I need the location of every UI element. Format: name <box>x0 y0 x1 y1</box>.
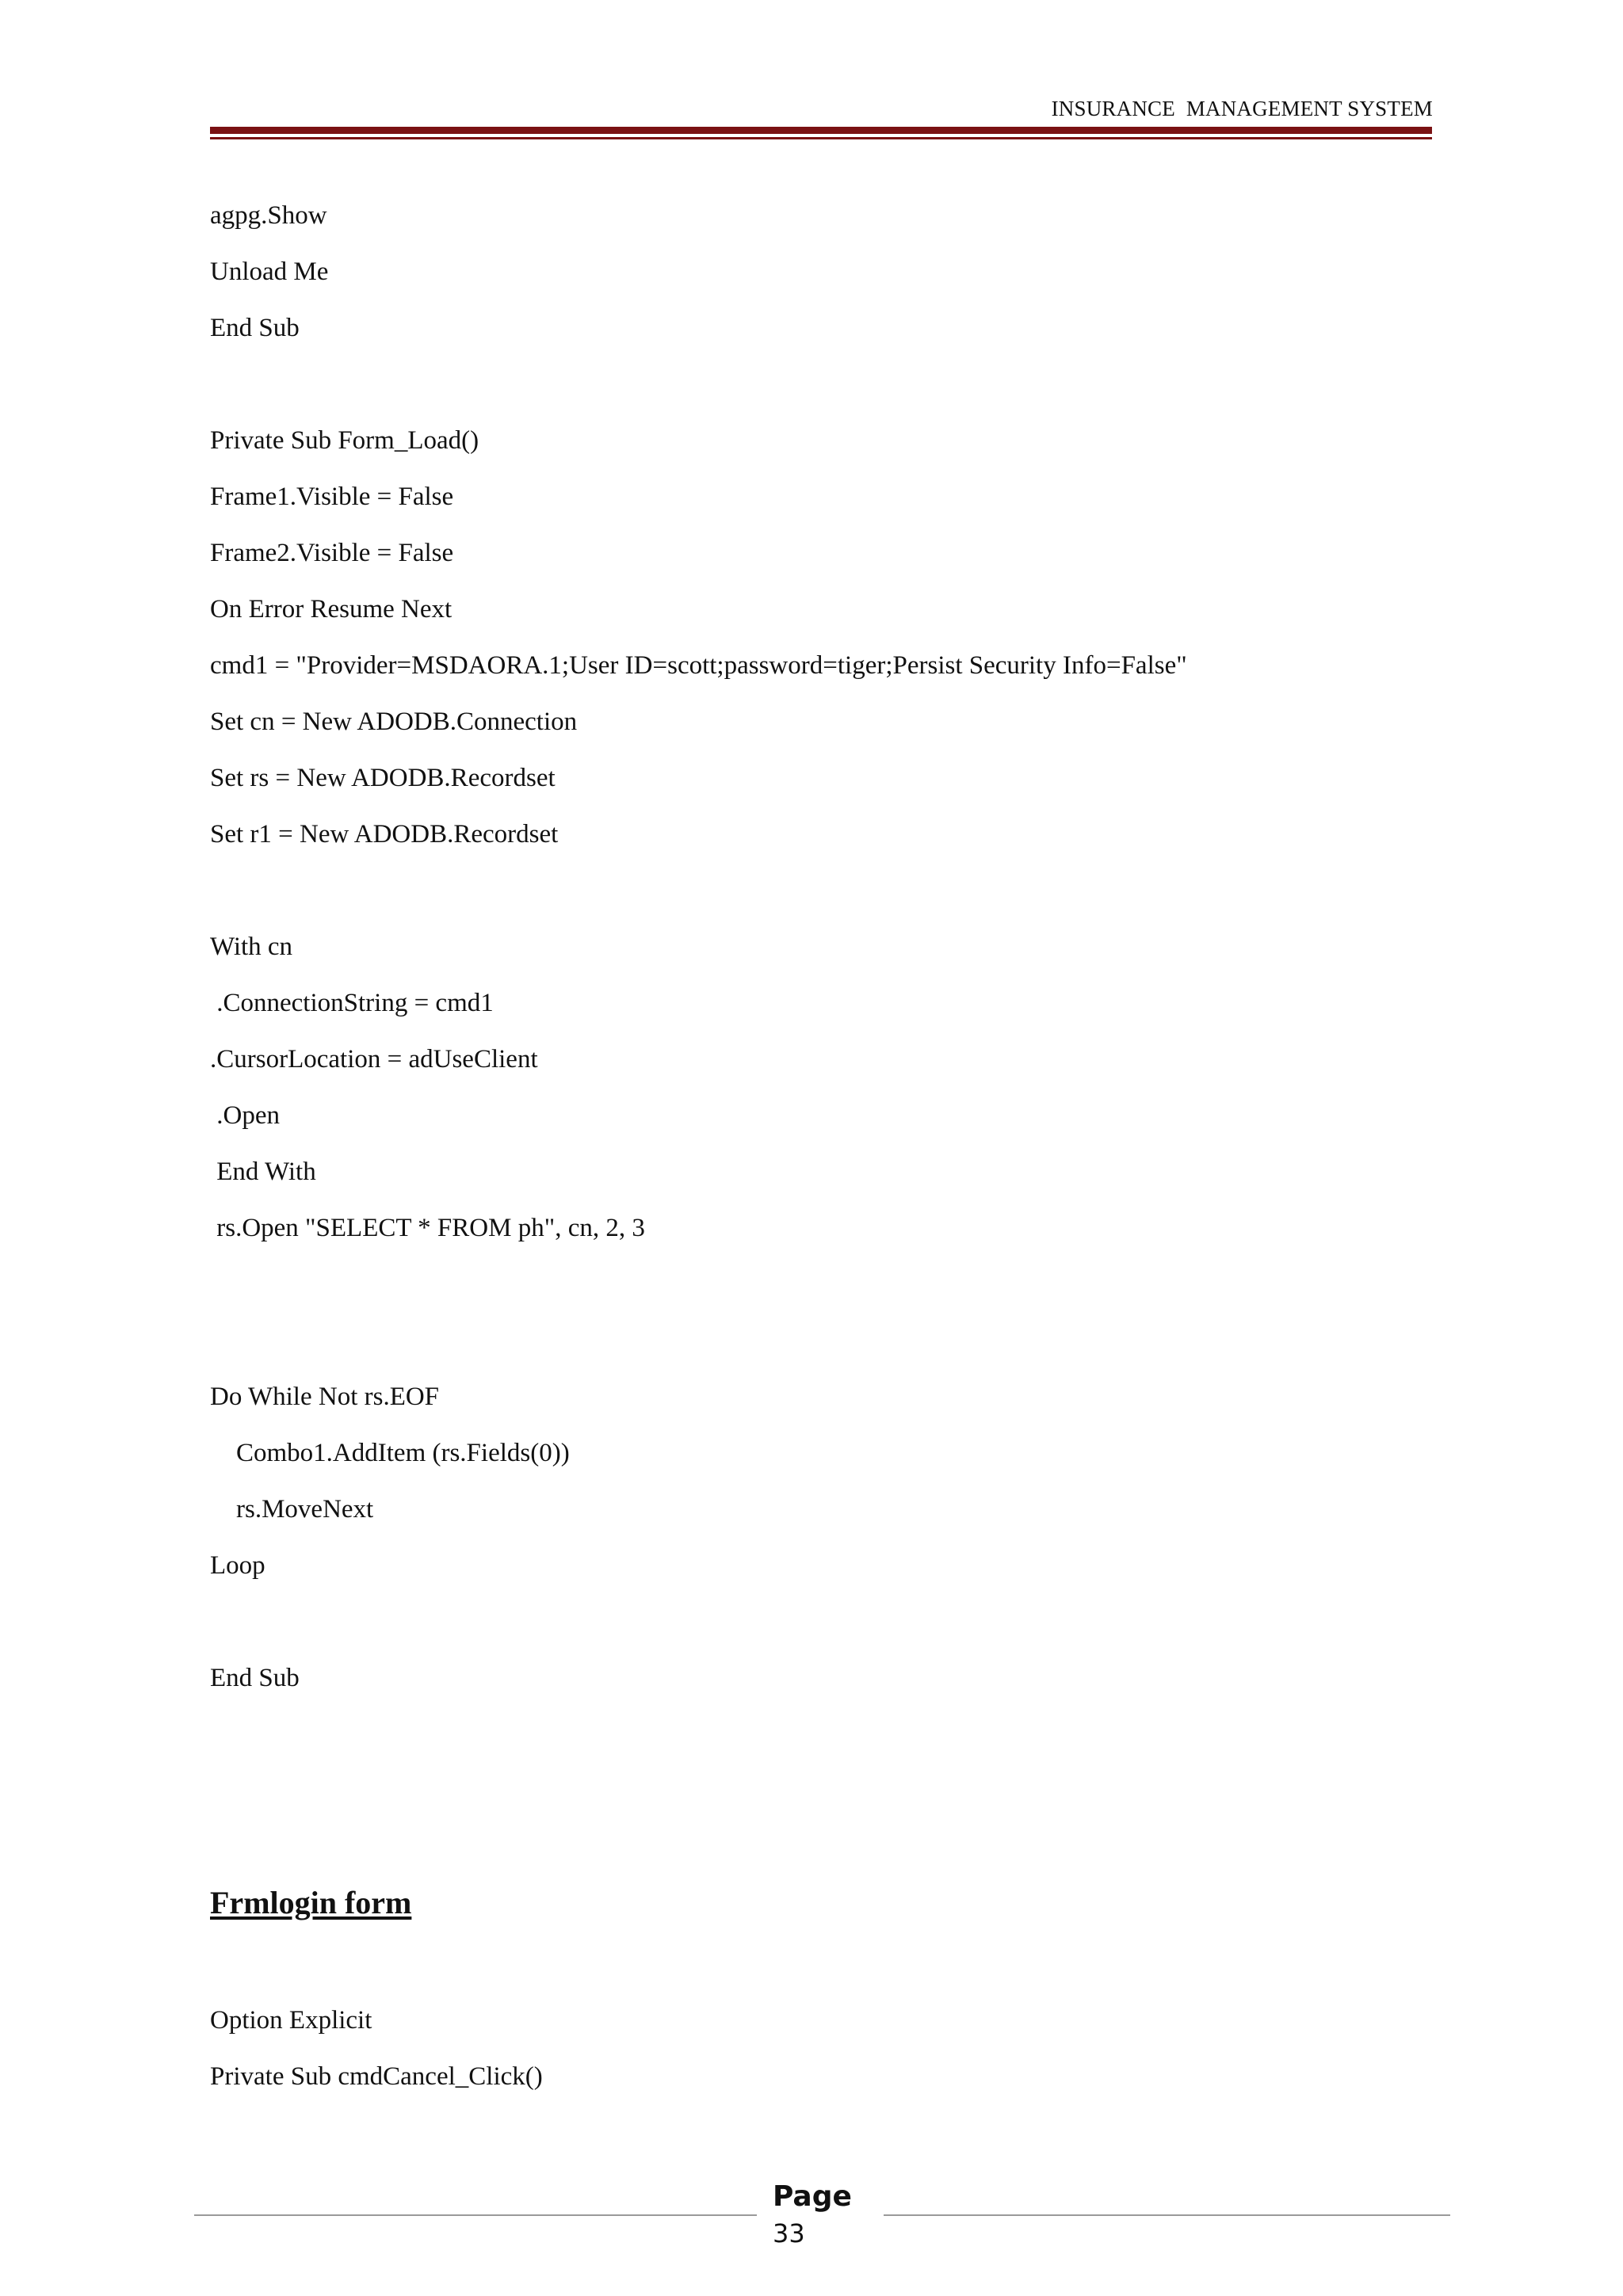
code-line: Set r1 = New ADODB.Recordset <box>210 820 559 849</box>
footer-page-number: 33 <box>773 2218 805 2248</box>
code-line: End With <box>210 1158 316 1186</box>
header-rule-thin <box>210 137 1432 139</box>
code-line: Frame1.Visible = False <box>210 482 454 511</box>
code-line: End Sub <box>210 314 300 342</box>
code-line: Private Sub cmdCancel_Click() <box>210 2062 543 2091</box>
code-line: Set rs = New ADODB.Recordset <box>210 764 556 792</box>
code-line: Do While Not rs.EOF <box>210 1383 440 1411</box>
running-header-title: INSURANCE MANAGEMENT SYSTEM <box>1051 97 1433 120</box>
code-line: Unload Me <box>210 257 329 286</box>
section-heading: Frmlogin form <box>210 1885 412 1920</box>
code-line: agpg.Show <box>210 201 327 230</box>
code-line: .CursorLocation = adUseClient <box>210 1045 538 1074</box>
code-line: Private Sub Form_Load() <box>210 426 479 455</box>
header-rule-thick <box>210 127 1432 134</box>
footer-page-label: Page <box>773 2180 852 2213</box>
code-line: On Error Resume Next <box>210 595 453 624</box>
code-line: .ConnectionString = cmd1 <box>210 989 494 1017</box>
code-line: With cn <box>210 933 293 961</box>
code-line: cmd1 = "Provider=MSDAORA.1;User ID=scott;password=tiger;Persist Security Info=False" <box>210 651 1187 680</box>
footer-rule-right <box>884 2214 1450 2216</box>
code-line: Frame2.Visible = False <box>210 539 454 567</box>
code-line: Combo1.AddItem (rs.Fields(0)) <box>210 1439 570 1467</box>
code-line: End Sub <box>210 1664 300 1692</box>
code-line: Option Explicit <box>210 2006 372 2035</box>
code-line: Loop <box>210 1551 265 1580</box>
footer-rule-left <box>194 2214 757 2216</box>
code-line: rs.Open "SELECT * FROM ph", cn, 2, 3 <box>210 1214 645 1242</box>
code-line: Set cn = New ADODB.Connection <box>210 707 578 736</box>
code-line: rs.MoveNext <box>210 1495 374 1524</box>
code-line: .Open <box>210 1101 280 1130</box>
